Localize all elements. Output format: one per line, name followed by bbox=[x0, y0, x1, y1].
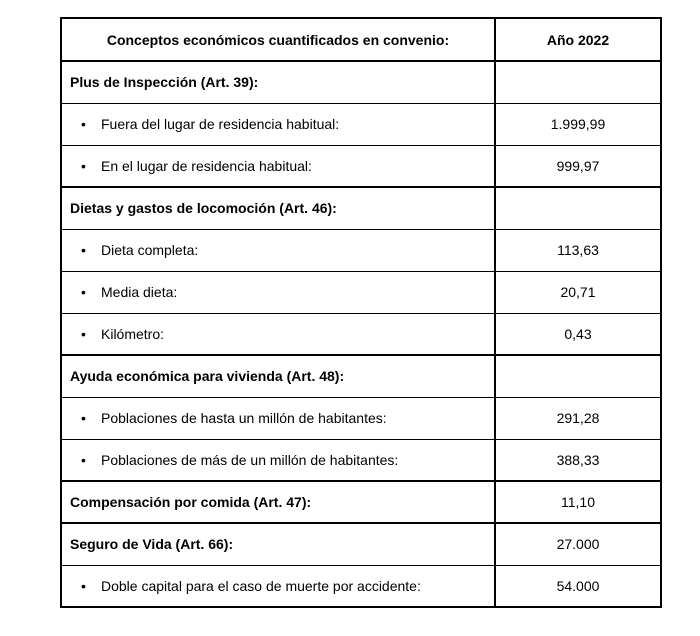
bullet-icon: • bbox=[81, 325, 86, 342]
section-label-cell bbox=[61, 481, 495, 523]
item-label-cell bbox=[61, 439, 495, 481]
item-label: Poblaciones de más de un millón de habitantes: bbox=[101, 451, 399, 468]
bullet-icon: • bbox=[81, 157, 86, 174]
item-label: Poblaciones de hasta un millón de habitantes: bbox=[101, 410, 387, 426]
item-label-cell bbox=[61, 397, 495, 439]
value-cell: 999,97 bbox=[495, 145, 661, 187]
table-row bbox=[61, 565, 661, 607]
value-cell: 113,63 bbox=[495, 229, 661, 271]
table-row bbox=[61, 103, 661, 145]
item-label: Fuera del lugar de residencia habitual: bbox=[101, 116, 340, 132]
table-row bbox=[61, 313, 661, 355]
item-label-cell bbox=[61, 103, 495, 145]
item-label: Media dieta: bbox=[101, 284, 178, 300]
bullet-icon: • bbox=[81, 577, 86, 594]
section-label: Compensación por comida (Art. 47): bbox=[70, 494, 312, 510]
value-cell: 11,10 bbox=[495, 481, 661, 523]
table-row bbox=[61, 397, 661, 439]
bullet-icon: • bbox=[81, 242, 86, 258]
table-row bbox=[61, 439, 661, 481]
section-label-cell bbox=[61, 355, 495, 397]
value-cell: 20,71 bbox=[495, 271, 661, 313]
value-cell: 0,43 bbox=[495, 313, 661, 355]
item-label-cell bbox=[61, 229, 495, 271]
header-year: Año 2022 bbox=[495, 18, 661, 61]
table-row bbox=[61, 229, 661, 271]
item-label: Doble capital para el caso de muerte por accidente: bbox=[101, 577, 421, 594]
section-label: Dietas y gastos de locomoción (Art. 46): bbox=[70, 200, 337, 217]
table-body bbox=[61, 61, 661, 607]
value-cell: 54.000 bbox=[495, 565, 661, 607]
value-cell bbox=[495, 61, 661, 103]
value-cell: 27.000 bbox=[495, 523, 661, 565]
section-label-cell bbox=[61, 523, 495, 565]
table-header-row bbox=[61, 18, 661, 61]
item-label: En el lugar de residencia habitual: bbox=[101, 157, 312, 174]
item-label-cell bbox=[61, 145, 495, 187]
value-cell bbox=[495, 187, 661, 229]
bullet-icon: • bbox=[81, 410, 86, 426]
value-cell: 388,33 bbox=[495, 439, 661, 481]
section-label: Plus de Inspección (Art. 39): bbox=[70, 74, 259, 91]
bullet-icon: • bbox=[81, 284, 86, 300]
item-label-cell bbox=[61, 565, 495, 607]
section-row bbox=[61, 481, 661, 523]
section-label: Ayuda económica para vivienda (Art. 48): bbox=[70, 368, 345, 385]
value-cell bbox=[495, 355, 661, 397]
table-row bbox=[61, 271, 661, 313]
value-cell: 1.999,99 bbox=[495, 103, 661, 145]
section-label-cell bbox=[61, 187, 495, 229]
bullet-icon: • bbox=[81, 451, 86, 468]
economic-concepts-table bbox=[60, 17, 662, 608]
section-row bbox=[61, 355, 661, 397]
header-concepts: Conceptos económicos cuantificados en convenio: bbox=[61, 18, 495, 61]
section-row bbox=[61, 61, 661, 103]
section-label: Seguro de Vida (Art. 66): bbox=[70, 536, 234, 553]
section-row bbox=[61, 187, 661, 229]
item-label-cell bbox=[61, 271, 495, 313]
bullet-icon: • bbox=[81, 116, 86, 132]
item-label-cell bbox=[61, 313, 495, 355]
item-label: Kilómetro: bbox=[101, 325, 165, 342]
item-label: Dieta completa: bbox=[101, 242, 199, 258]
table-row bbox=[61, 145, 661, 187]
section-label-cell bbox=[61, 61, 495, 103]
value-cell: 291,28 bbox=[495, 397, 661, 439]
section-row bbox=[61, 523, 661, 565]
